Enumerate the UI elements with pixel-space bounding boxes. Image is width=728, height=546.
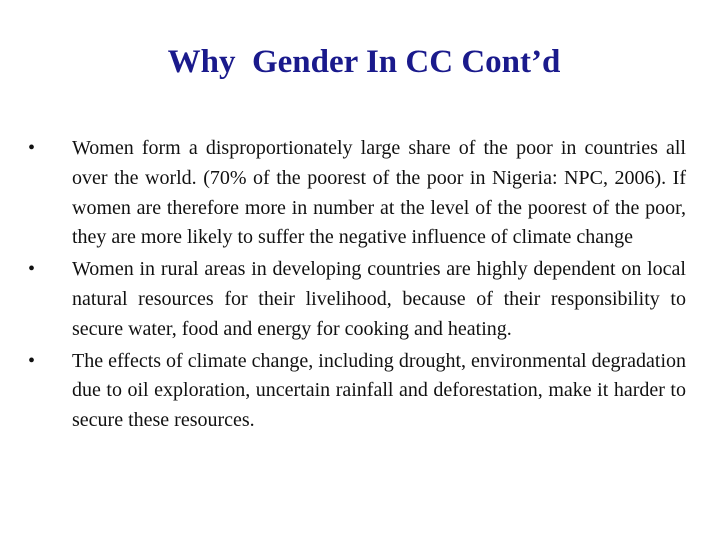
bullet-icon: • (28, 349, 36, 372)
bullet-item (28, 347, 686, 436)
slide-title: Why Gender In CC Cont’d (167, 44, 561, 80)
bullet-text: Women form a disproportionately large share of the poor in countries all over the world. (70% of the poorest of the poor in Nigeria: NPC, 2006). If women are therefore more in number at the level of the poorest of the poor, they are more likely to suffer the negative influence of climate change (72, 137, 686, 249)
bullet-icon: • (28, 258, 36, 281)
bullet-list (28, 134, 686, 438)
bullet-text: Women in rural areas in developing countries are highly dependent on local natural resources for their livelihood, because of their responsibility to secure water, food and energy for cooking and heating. (72, 258, 686, 340)
bullet-item (28, 255, 686, 344)
bullet-item (28, 134, 686, 253)
bullet-icon: • (28, 137, 36, 159)
bullet-text: The effects of climate change, including drought, environmental degradation due to oil exploration, uncertain rainfall and deforestation, make it harder to secure these resources. (72, 349, 686, 432)
